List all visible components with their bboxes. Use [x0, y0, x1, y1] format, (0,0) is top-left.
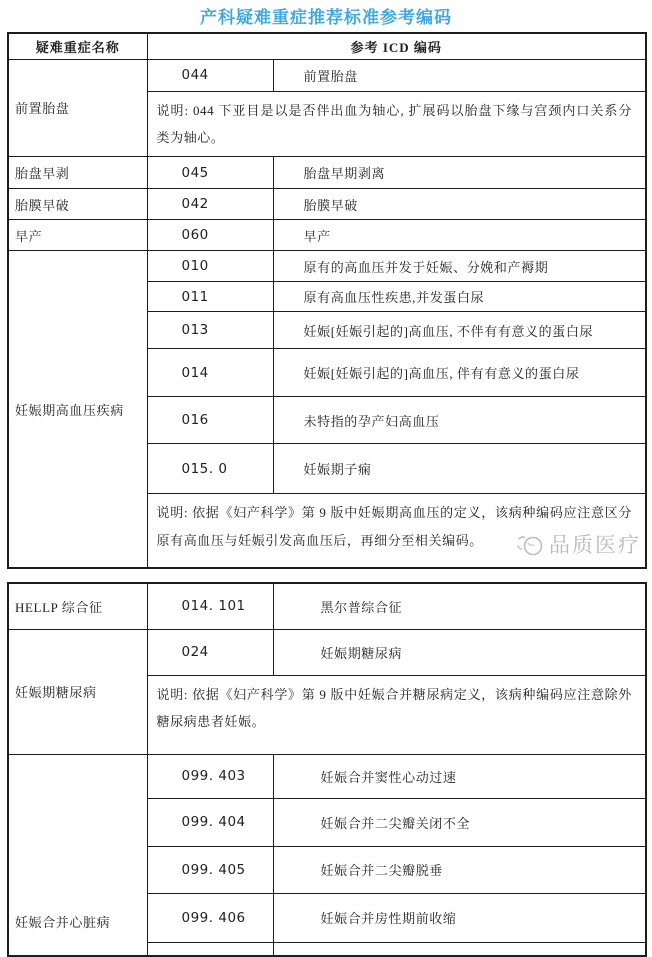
icd-desc-cell: 妊娠[妊娠引起的]高血压, 伴有有意义的蛋白尿 [273, 349, 646, 397]
disease-name-cell: 胎盘早剥 [8, 157, 147, 189]
pinzhi-yiliao-logo-icon [516, 533, 544, 559]
icd-desc-cell: 原有的高血压并发于妊娠、分娩和产褥期 [273, 251, 646, 282]
note-text: 说明: 依据《妇产科学》第 9 版中妊娠期高血压的定义，该病种编码应注意区分原有高血压与妊娠引发高血压后，再细分至相关编码。 [156, 505, 632, 549]
icd-desc-cell: 妊娠合并房性期前收缩 [273, 893, 646, 942]
table-row [8, 583, 646, 629]
table-row [8, 754, 646, 798]
icd-code-cell: 045 [147, 157, 273, 189]
icd-desc-cell: 原有高血压性疾患,并发蛋白尿 [273, 282, 646, 312]
icd-desc-cell [273, 942, 646, 956]
disease-name-cell: 前置胎盘 [8, 59, 147, 157]
watermark-label: 品质医疗 [549, 534, 641, 558]
note-cell [147, 494, 646, 568]
icd-code-cell: 014 [147, 349, 273, 397]
icd-table-obstetric-1 [7, 32, 647, 569]
icd-desc-cell: 妊娠合并二尖瓣关闭不全 [273, 798, 646, 846]
icd-code-cell: 013 [147, 312, 273, 349]
icd-desc-cell: 胎盘早期剥离 [273, 157, 646, 189]
icd-desc-cell: 妊娠[妊娠引起的]高血压, 不伴有有意义的蛋白尿 [273, 312, 646, 349]
icd-desc-cell: 妊娠期糖尿病 [273, 629, 646, 675]
icd-code-cell: 060 [147, 220, 273, 251]
icd-desc-cell: 黑尔普综合征 [273, 583, 646, 629]
icd-desc-cell: 前置胎盘 [273, 59, 646, 91]
icd-code-cell: 016 [147, 397, 273, 444]
icd-code-cell: 099. 406 [147, 893, 273, 942]
icd-desc-cell: 妊娠合并二尖瓣脱垂 [273, 846, 646, 893]
disease-name-cell: 妊娠期糖尿病 [8, 629, 147, 754]
icd-desc-cell: 未特指的孕产妇高血压 [273, 397, 646, 444]
icd-code-cell: 044 [147, 59, 273, 91]
table-header-row [8, 33, 646, 59]
header-disease-name: 疑难重症名称 [8, 33, 147, 59]
disease-name-cell: 妊娠合并心脏病 [8, 754, 147, 956]
table-row [8, 189, 646, 220]
icd-code-cell: 015. 0 [147, 444, 273, 494]
table-row [8, 157, 646, 189]
icd-code-cell: 099. 404 [147, 798, 273, 846]
icd-code-cell: 014. 101 [147, 583, 273, 629]
icd-code-cell: 099. 405 [147, 846, 273, 893]
disease-name-cell: 胎膜早破 [8, 189, 147, 220]
icd-code-cell: 011 [147, 282, 273, 312]
table-row [8, 251, 646, 282]
icd-code-cell: 010 [147, 251, 273, 282]
note-cell: 说明: 依据《妇产科学》第 9 版中妊娠合并糖尿病定义，该病种编码应注意除外糖尿病患者妊娠。 [147, 675, 646, 754]
icd-code-cell: 024 [147, 629, 273, 675]
header-icd-code: 参考 ICD 编码 [147, 33, 646, 59]
icd-code-cell [147, 942, 273, 956]
note-cell: 说明: 044 下亚目是以是否伴出血为轴心, 扩展码以胎盘下缘与宫颈内口关系分类为轴心。 [147, 91, 646, 157]
icd-desc-cell: 胎膜早破 [273, 189, 646, 220]
icd-code-cell: 099. 403 [147, 754, 273, 798]
table-row [8, 220, 646, 251]
icd-desc-cell: 妊娠期子痫 [273, 444, 646, 494]
page-title: 产科疑难重症推荐标准参考编码 [200, 8, 452, 27]
icd-table-obstetric-2 [7, 582, 647, 957]
icd-desc-cell: 早产 [273, 220, 646, 251]
disease-name-cell: HELLP 综合征 [8, 583, 147, 629]
icd-desc-cell: 妊娠合并窦性心动过速 [273, 754, 646, 798]
disease-name-cell: 妊娠期高血压疾病 [8, 251, 147, 568]
watermark [516, 533, 641, 559]
table-row [8, 629, 646, 675]
disease-name-cell: 早产 [8, 220, 147, 251]
icd-code-cell: 042 [147, 189, 273, 220]
table-row [8, 59, 646, 91]
